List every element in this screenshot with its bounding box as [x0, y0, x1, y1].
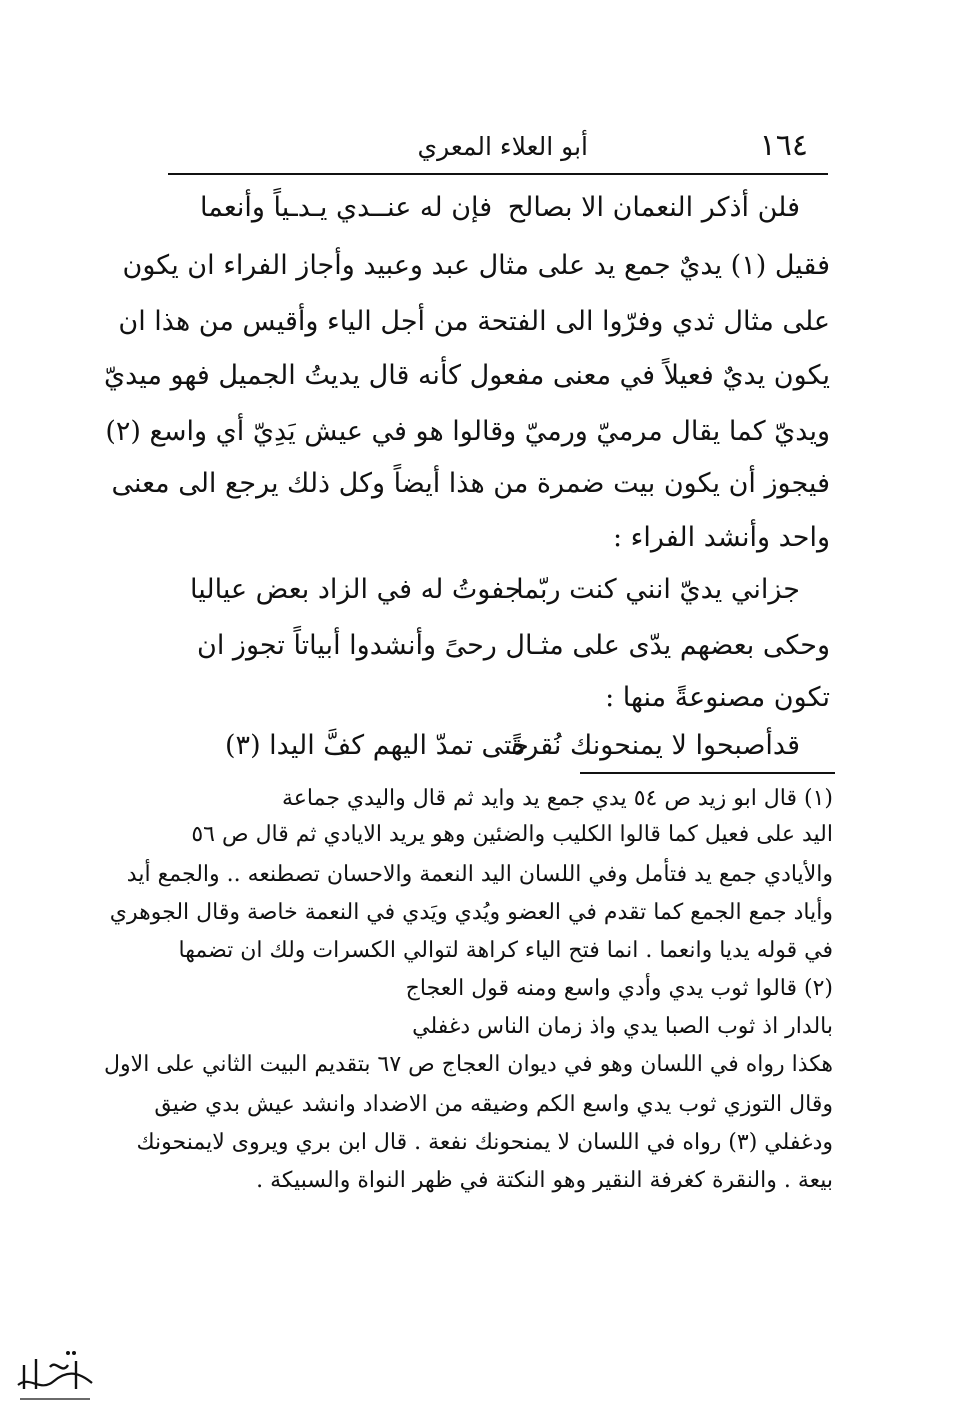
verse-3 [225, 724, 800, 768]
header-rule [168, 173, 828, 175]
body-line: وحكى بعضهم يدّى على مثـال رحىً وأنشدوا أبياتاً تجوز ان [197, 630, 830, 661]
footnote-line: في قوله يديا وانعما . انما فتح الياء كراهة لتوالي الكسرات ولك ان تضمها [178, 938, 833, 963]
body-line: واحد وأنشد الفراء : [612, 522, 830, 553]
footnote-line: ودغفلي (٣) رواه في اللسان لا يمنحونك نفعة . قال ابن بري ويروى لايمنحونك [136, 1130, 833, 1155]
verse-1-second-hemistich: فإن له عنــدي يـدـياً وأنعما [200, 192, 493, 223]
page-number: ١٦٤ [759, 128, 808, 163]
footnote-line: (٢) قالوا ثوب يدي وأدي واسع ومنه قول العجاج [405, 976, 833, 1001]
footnote-line: وقال التوزي ثوب يدي واسع الكم وضيقه من الاضداد وانشد عيش بدي ضيق [154, 1092, 833, 1117]
footnote-line: بيعة . والنقرة كغرفة النقير وهو النكتة في ظهر النواة والسبيكة . [256, 1168, 833, 1193]
verse-3-first-hemistich: قدأصبحوا لا يمنحونك نُقرةً [511, 730, 800, 761]
body-line: تكون مصنوعةً منها : [605, 682, 830, 713]
body-line: فقيل (١) يديٌ جمع يد على مثال عبد وعبيد وأجاز الفراء ان يكون [122, 250, 830, 281]
footnote-line: والأيادي جمع يد فتأمل وفي اللسان اليد النعمة والاحسان تصطنعه .. والجمع أيد [126, 862, 833, 887]
verse-2-first-hemistich: جزاني يديّ انني كنت ربّما [516, 574, 800, 605]
verse-2-second-hemistich: جفوتُ له في الزاد بعض عياليا [190, 574, 522, 605]
verse-2 [190, 568, 800, 612]
body-line: على مثال ثدي وفرّوا الى الفتحة من أجل الياء وأقيس من هذا ان [118, 306, 830, 337]
body-line: فيجوز أن يكون بيت ضمرة من هذا أيضاً وكل ذلك يرجع الى معنى [111, 468, 830, 499]
body-line: ويديّ كما يقال مرميّ ورميّ وقالوا هو في عيش يَدِيّ أي واسع (٢) [105, 416, 830, 447]
verse-1-first-hemistich: فلن أذكر النعمان الا بصالح [507, 192, 800, 223]
verse-3-second-hemistich: حتى تمدّ اليهم كفَّ اليدا (٣) [225, 730, 529, 761]
page-header [168, 128, 828, 172]
footnote-line: وأياد جمع الجمع كما تقدم في العضو ويُدي ويَدي في النعمة خاصة وقال الجوهري [109, 900, 833, 925]
footnote-line: اليد على فعيل كما قالوا الكليب والضئين وهو يريد الايادي ثم قال ص ٥٦ [191, 822, 833, 847]
verse-1 [200, 186, 800, 230]
footnote-line: بالدار اذ ثوب الصبا يدي واذ زمان الناس دغفلي [412, 1014, 833, 1039]
footnote-line: (١) قال ابو زيد ص ٥٤ يدي جمع يد وايد ثم قال واليدي جماعة [281, 786, 833, 811]
running-title: أبو العلاء المعري [417, 132, 588, 161]
footnote-line: هكذا رواه في اللسان وهو في ديوان العجاج ص ٦٧ بتقديم البيت الثاني على الاول [104, 1052, 833, 1077]
footnote-separator [580, 772, 835, 774]
body-line: يكون يديٌ فعيلاً في معنى مفعول كأنه قال يديتُ الجميل فهو ميديّ [104, 360, 830, 391]
